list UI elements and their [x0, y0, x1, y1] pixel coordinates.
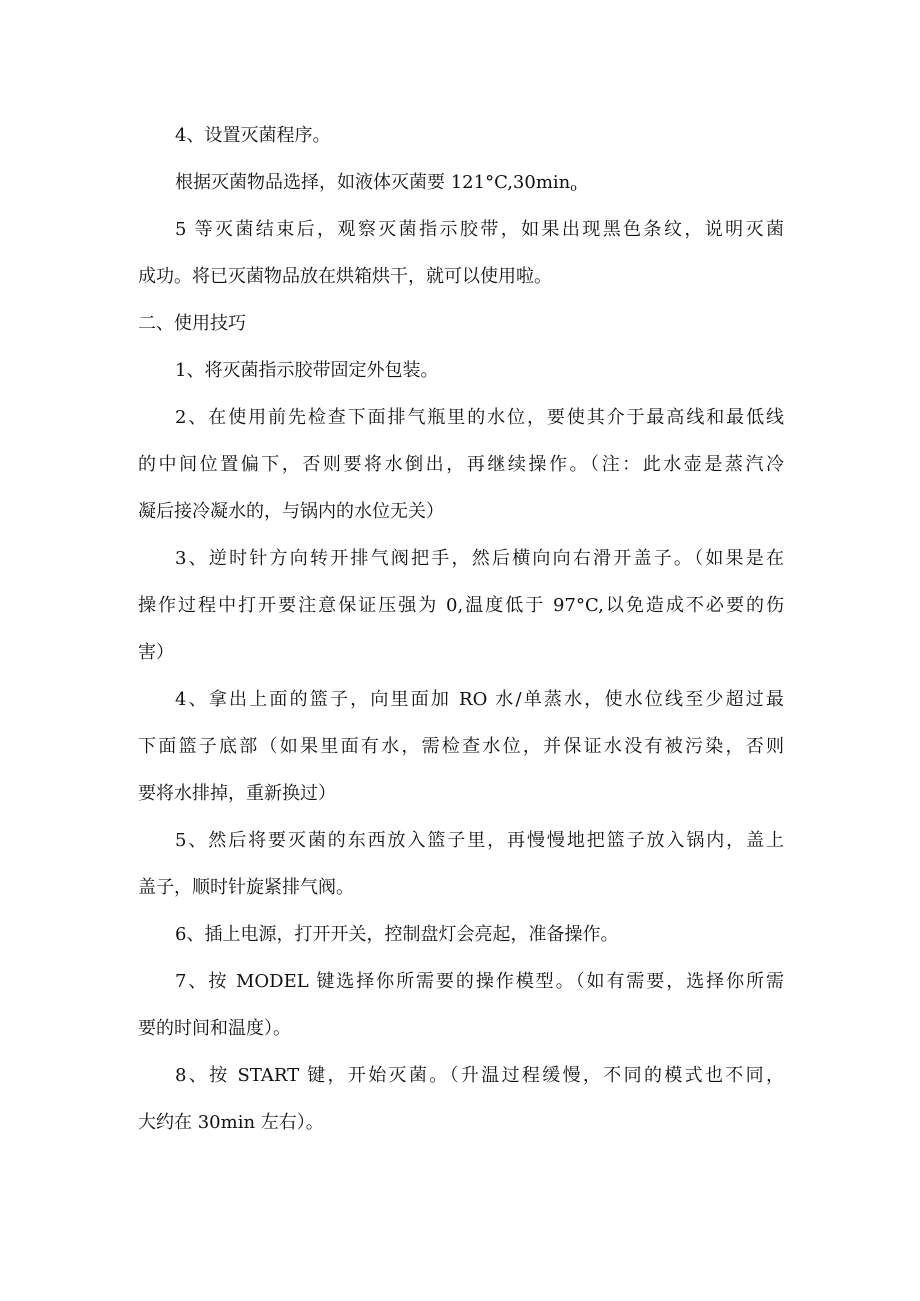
text-line: 盖子，顺时针旋紧排气阀。	[138, 877, 354, 898]
text-line: 7、按 MODEL 键选择你所需要的操作模型。（如有需要，选择你所需	[175, 971, 784, 992]
text-line: 要将水排掉，重新换过）	[138, 783, 336, 804]
paragraph-step-4-set-program	[138, 112, 784, 159]
text-line: 的中间位置偏下，否则要将水倒出，再继续操作。（注：此水壶是蒸汽冷	[138, 454, 784, 475]
section-heading-usage-tips	[138, 300, 784, 347]
text-segment: 根据灭菌物品选择，如液体灭菌要 121°C,30min	[175, 172, 571, 193]
text-line: 5、然后将要灭菌的东西放入篮子里，再慢慢地把篮子放入锅内，盖上	[175, 830, 784, 851]
paragraph-tip-5	[138, 817, 784, 911]
text-line: 大约在 30min 左右）。	[138, 1112, 324, 1133]
text-line: 3、逆时针方向转开排气阀把手，然后横向向右滑开盖子。（如果是在	[175, 548, 784, 569]
text-line: 成功。将已灭菌物品放在烘箱烘干，就可以使用啦。	[138, 266, 552, 287]
heading-text: 二、使用技巧	[138, 313, 246, 334]
paragraph-tip-4	[138, 676, 784, 817]
text-line: 4、拿出上面的篮子，向里面加 RO 水/单蒸水，使水位线至少超过最	[175, 689, 784, 710]
paragraph-program-selection	[138, 159, 784, 206]
text-line: 凝后接冷凝水的，与锅内的水位无关）	[138, 501, 444, 522]
paragraph-tip-2	[138, 394, 784, 535]
text-line: 8、按 START 键，开始灭菌。（升温过程缓慢，不同的模式也不同，	[175, 1065, 784, 1086]
text-line: 6、插上电源，打开开关，控制盘灯会亮起，准备操作。	[175, 924, 619, 945]
text-line: 4、设置灭菌程序。	[175, 125, 331, 146]
paragraph-tip-8	[138, 1052, 784, 1146]
paragraph-step-5-finish	[138, 206, 784, 300]
text-line: 下面篮子底部（如果里面有水，需检查水位，并保证水没有被污染，否则	[138, 736, 784, 757]
text-line: 要的时间和温度）。	[138, 1018, 291, 1039]
text-line: 操作过程中打开要注意保证压强为 0,温度低于 97°C,以免造成不必要的伤	[138, 595, 784, 616]
paragraph-tip-1	[138, 347, 784, 394]
text-line	[138, 159, 784, 206]
text-line: 1、将灭菌指示胶带固定外包装。	[175, 360, 439, 381]
document-body	[138, 112, 784, 1146]
paragraph-tip-3	[138, 535, 784, 676]
text-line: 5 等灭菌结束后，观察灭菌指示胶带，如果出现黑色条纹，说明灭菌	[175, 219, 784, 240]
paragraph-tip-6	[138, 911, 784, 958]
text-line: 害）	[138, 642, 174, 663]
paragraph-tip-7	[138, 958, 784, 1052]
text-line: 2、在使用前先检查下面排气瓶里的水位，要使其介于最高线和最低线	[175, 407, 784, 428]
subscript-text: o	[570, 181, 577, 194]
